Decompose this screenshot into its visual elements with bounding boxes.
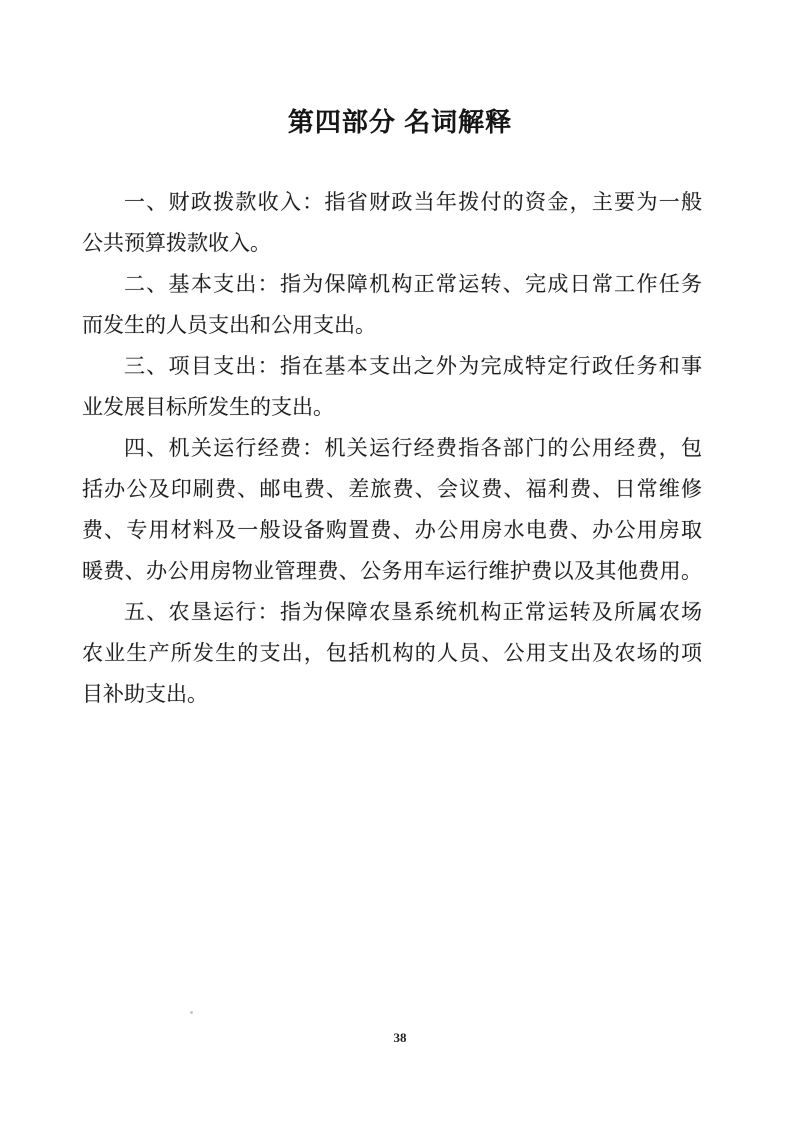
paragraph-fiscal-appropriation-income bbox=[82, 182, 702, 264]
paragraph-line: 费、专用材料及一般设备购置费、办公用房水电费、办公用房取 bbox=[82, 518, 702, 542]
paragraph-line: 四、机关运行经费：机关运行经费指各部门的公用经费，包 bbox=[124, 436, 702, 460]
page-title: 第四部分 名词解释 bbox=[287, 107, 513, 137]
paragraph-project-expenditure bbox=[82, 346, 702, 428]
paragraph-line: 公共预算拨款收入。 bbox=[82, 231, 271, 255]
paragraph-basic-expenditure bbox=[82, 264, 702, 346]
paragraph-line: 五、农垦运行：指为保障农垦系统机构正常运转及所属农场 bbox=[124, 600, 702, 624]
paragraph-line: 而发生的人员支出和公用支出。 bbox=[82, 313, 376, 337]
paragraph-agency-operating-funds bbox=[82, 428, 702, 592]
paragraph-state-farm-operation bbox=[82, 592, 702, 715]
paragraph-line: 一、财政拨款收入：指省财政当年拨付的资金，主要为一般 bbox=[124, 190, 702, 214]
paragraph-line: 三、项目支出：指在基本支出之外为完成特定行政任务和事 bbox=[124, 354, 702, 378]
paragraph-line: 目补助支出。 bbox=[82, 682, 208, 706]
paragraph-line: 农业生产所发生的支出，包括机构的人员、公用支出及农场的项 bbox=[82, 641, 702, 665]
paragraph-line: 暖费、办公用房物业管理费、公务用车运行维护费以及其他费用。 bbox=[82, 559, 702, 583]
scan-speck bbox=[190, 1011, 193, 1014]
document-body bbox=[82, 182, 702, 715]
paragraph-line: 业发展目标所发生的支出。 bbox=[82, 395, 334, 419]
paragraph-line: 二、基本支出：指为保障机构正常运转、完成日常工作任务 bbox=[124, 272, 702, 296]
paragraph-line: 括办公及印刷费、邮电费、差旅费、会议费、福利费、日常维修 bbox=[82, 477, 702, 501]
page-number: 38 bbox=[393, 1030, 407, 1045]
